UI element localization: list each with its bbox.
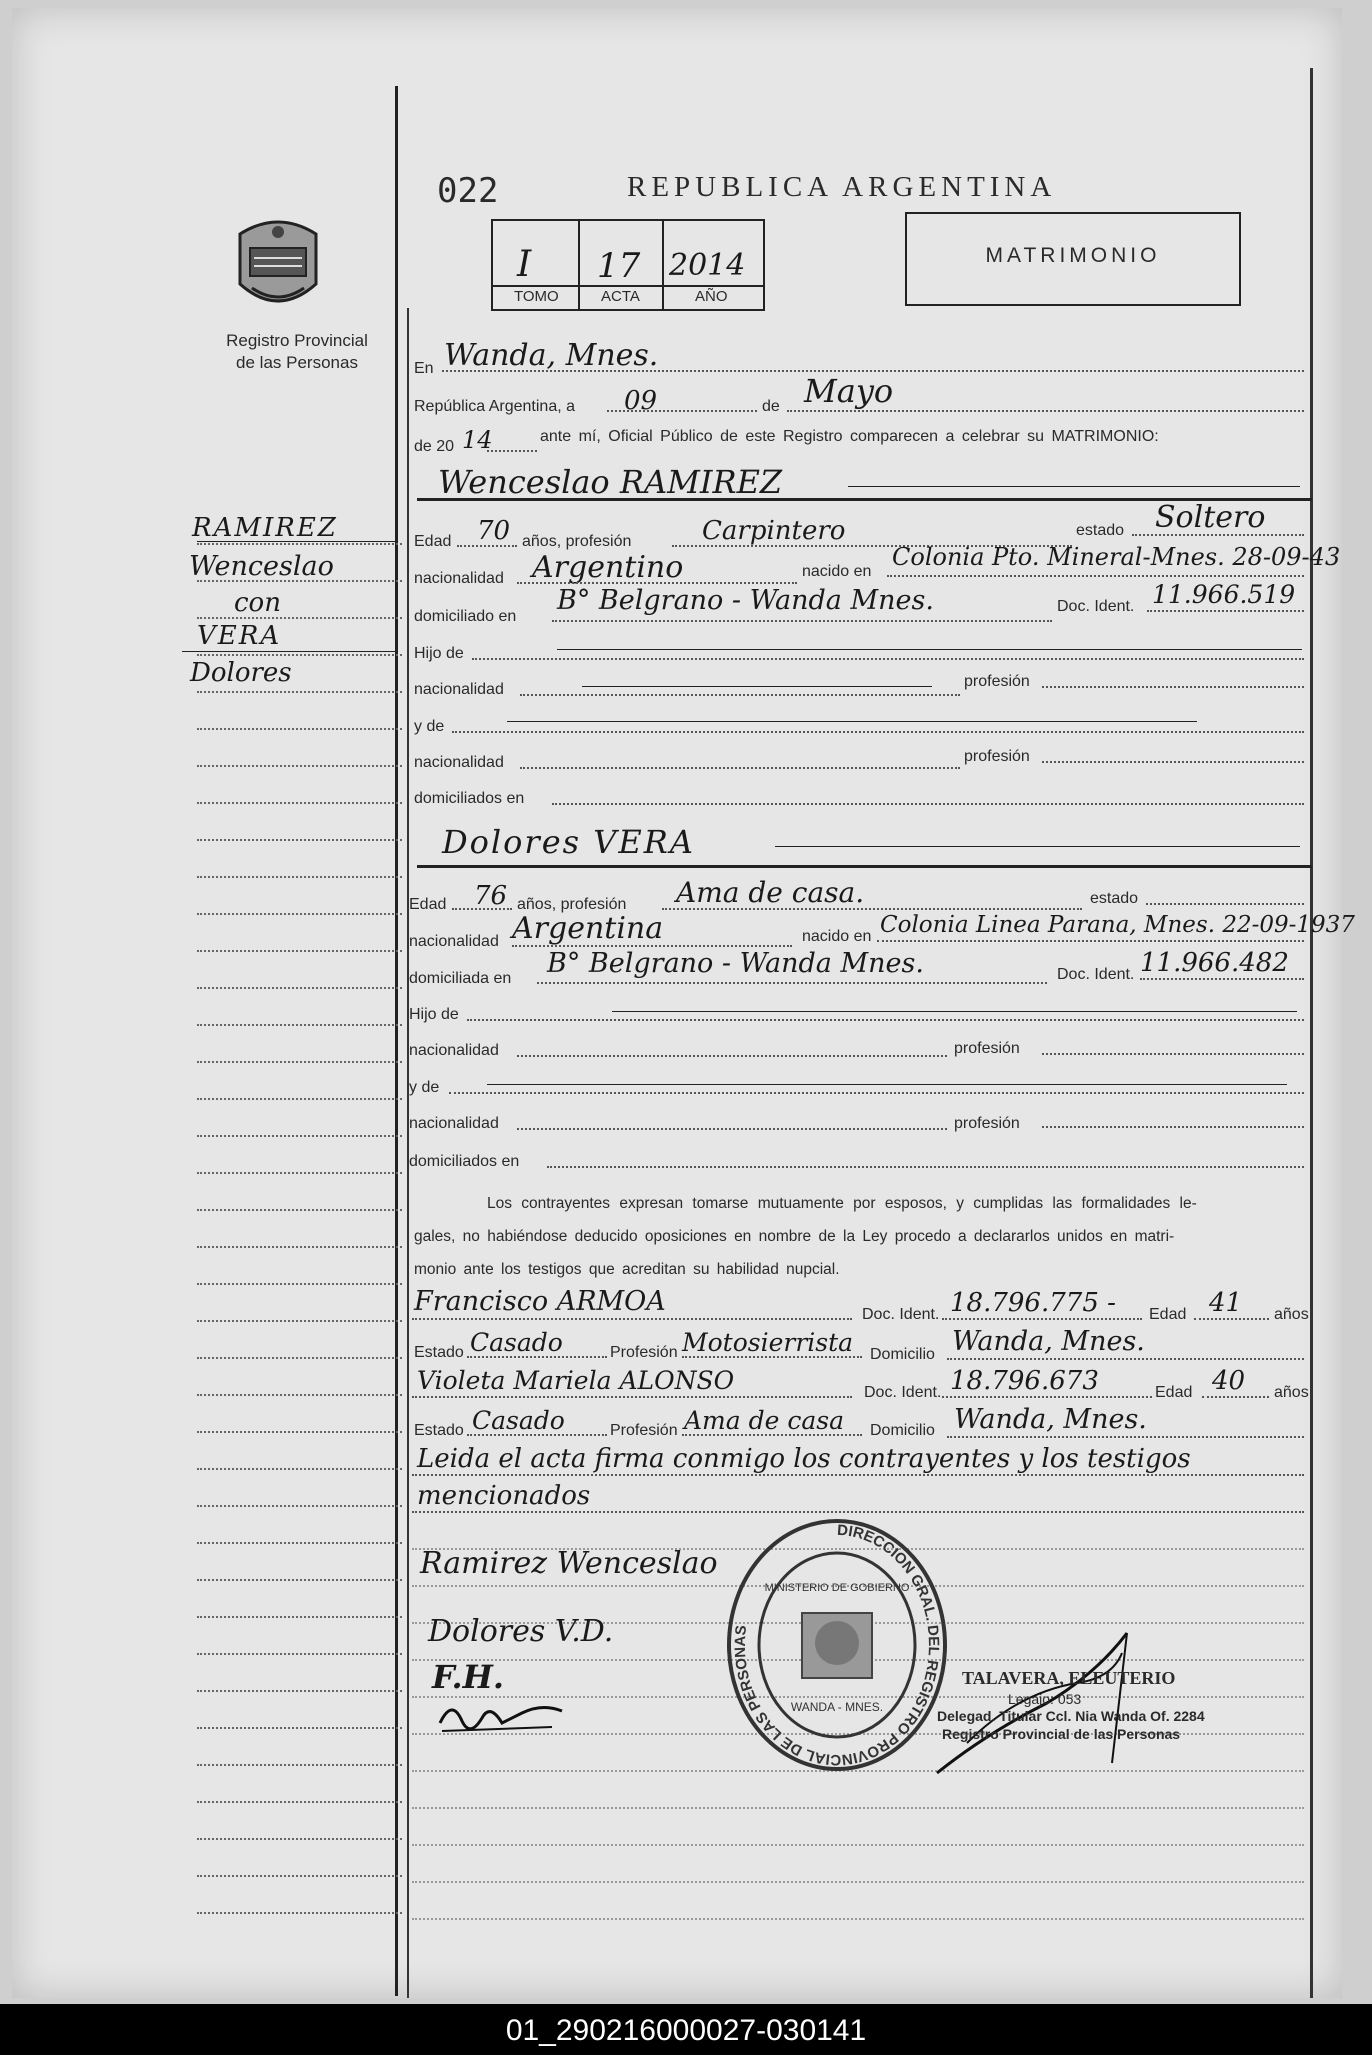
margin-ruled-line xyxy=(197,1838,402,1840)
footer-id: 01_290216000027-030141 xyxy=(505,2014,867,2047)
bride-hijo-label: Hijo de xyxy=(409,1006,459,1023)
margin-ruled-line xyxy=(197,1764,402,1766)
box-divider-1 xyxy=(578,219,580,309)
closing-line1-rule xyxy=(412,1474,1304,1476)
witness1-doc: 18.796.775 - xyxy=(950,1288,1116,1318)
registry-line1: Registro Provincial xyxy=(226,331,368,350)
margin-ruled-line xyxy=(197,1801,402,1803)
groom-nac2-line xyxy=(520,694,960,696)
margin-ruled-line xyxy=(197,1394,402,1396)
margin-ruled-line xyxy=(197,1024,402,1026)
margin-ruled-line xyxy=(197,1875,402,1877)
bride-prof-line xyxy=(1042,1053,1304,1055)
ano-label: AÑO xyxy=(695,288,728,305)
bride-yde-label: y de xyxy=(409,1079,440,1096)
witness2-doc-line xyxy=(942,1396,1152,1398)
declaration-line3: monio ante los testigos que acreditan su habilidad nupcial. xyxy=(414,1261,840,1278)
bride-age-line xyxy=(452,908,512,910)
groom-doms-line xyxy=(552,803,1304,805)
groom-domicile: B° Belgrano - Wanda Mnes. xyxy=(557,585,934,616)
groom-prof-label: profesión xyxy=(964,673,1030,690)
witness1-dom-line xyxy=(947,1358,1304,1360)
bride-anos-label: años, profesión xyxy=(517,896,627,913)
groom-age: 70 xyxy=(477,516,511,546)
witness2-estado-line xyxy=(467,1434,607,1436)
margin-line-1: RAMIREZ xyxy=(192,513,338,543)
bride-hijo-dash xyxy=(612,1011,1297,1012)
bride-dom-label: domiciliada en xyxy=(409,970,512,987)
margin-ruled-line xyxy=(197,1690,402,1692)
bride-doms-line xyxy=(547,1166,1304,1168)
province-seal-icon xyxy=(230,214,326,318)
margin-ruled-line xyxy=(197,1098,402,1100)
witness1-dom-label: Domicilio xyxy=(870,1346,935,1363)
bride-birth-line xyxy=(877,940,1304,942)
margin-ruled-line xyxy=(197,1283,402,1285)
tomo-value: I xyxy=(517,244,532,285)
groom-profession: Carpintero xyxy=(702,516,846,546)
witness1-prof-label: Profesión xyxy=(610,1344,678,1361)
bride-nac2-line xyxy=(517,1055,947,1057)
margin-line-4: VERA xyxy=(197,621,282,651)
doc-type: MATRIMONIO xyxy=(985,244,1161,267)
bride-domicile: B° Belgrano - Wanda Mnes. xyxy=(547,948,924,979)
place-value: Wanda, Mnes. xyxy=(444,338,659,373)
bride-estado-label: estado xyxy=(1090,890,1139,907)
bride-prof-label: profesión xyxy=(954,1040,1020,1057)
witness1-domicile: Wanda, Mnes. xyxy=(952,1326,1145,1357)
bride-doc-label: Doc. Ident. xyxy=(1057,966,1135,983)
official-title: Delegad. Titular Ccl. Nia Wanda Of. 2284 xyxy=(937,1708,1205,1724)
witness2-doc-label: Doc. Ident. xyxy=(864,1384,942,1401)
bride-name: Dolores VERA xyxy=(442,823,695,861)
month-value: Mayo xyxy=(804,372,894,410)
year-suffix: 14 xyxy=(462,426,493,454)
witness1-age: 41 xyxy=(1209,1288,1243,1318)
republica-label: República Argentina, a xyxy=(414,398,575,415)
groom-doc-line xyxy=(1147,610,1304,612)
bride-hijo-line xyxy=(467,1019,1304,1021)
witness1-estado-label: Estado xyxy=(414,1344,464,1361)
bride-edad-label: Edad xyxy=(409,896,447,913)
bride-prof2-label: profesión xyxy=(954,1115,1020,1132)
margin-ruled-line xyxy=(197,802,402,804)
box-divider-2 xyxy=(662,219,664,309)
witness1-doc-line xyxy=(942,1318,1142,1320)
bride-profession: Ama de casa. xyxy=(676,876,865,909)
witness1-profession: Motosierrista xyxy=(682,1328,854,1357)
margin-ruled-line xyxy=(197,1246,402,1248)
witness2-profession: Ama de casa xyxy=(684,1406,844,1435)
margin-ruled-line xyxy=(197,1061,402,1063)
witness2-prof-label: Profesión xyxy=(610,1422,678,1439)
witness1-anos-label: años xyxy=(1274,1306,1309,1323)
groom-doc-label: Doc. Ident. xyxy=(1057,598,1135,615)
groom-yde-label: y de xyxy=(414,718,445,735)
margin-ruled-line xyxy=(197,580,402,582)
bride-nacido-label: nacido en xyxy=(802,928,872,945)
bride-doms-label: domiciliados en xyxy=(409,1153,520,1170)
bride-nationality: Argentina xyxy=(512,911,664,946)
bride-nationality-line xyxy=(512,945,792,947)
groom-nac2-label: nacionalidad xyxy=(414,681,504,698)
groom-birth: Colonia Pto. Mineral-Mnes. 28-09-43 xyxy=(892,543,1341,571)
witness1-prof-line xyxy=(682,1356,862,1358)
margin-ruled-line xyxy=(197,1320,402,1322)
official-stamp-icon xyxy=(722,1513,952,1773)
witness1-name-line xyxy=(412,1318,852,1320)
official-office: Registro Provincial de las Personas xyxy=(942,1726,1181,1742)
stamp-ring-text: DIRECCION GRAL. DEL REGISTRO PROVINCIAL DE LAS PERSONAS xyxy=(731,1521,943,1769)
groom-nacido-label: nacido en xyxy=(802,563,872,580)
groom-dom-label: domiciliado en xyxy=(414,608,517,625)
groom-yde-line xyxy=(452,731,1304,733)
margin-ruled-line xyxy=(197,765,402,767)
groom-nac3-line xyxy=(520,767,960,769)
bride-doc-line xyxy=(1140,978,1304,980)
margin-ruled-line xyxy=(197,1357,402,1359)
groom-hijo-label: Hijo de xyxy=(414,645,464,662)
month-line xyxy=(787,410,1304,412)
year-line xyxy=(487,450,537,452)
bride-estado-line xyxy=(1146,903,1304,905)
bride-birth: Colonia Linea Parana, Mnes. 22-09-1937 xyxy=(880,912,1355,938)
witness2-dom-label: Domicilio xyxy=(870,1422,935,1439)
registry-line2: de las Personas xyxy=(236,353,358,372)
year-prefix: de 20 xyxy=(414,438,455,455)
signature-witness1: F.H. xyxy=(432,1658,505,1696)
bride-profession-line xyxy=(662,908,1082,910)
groom-hijo-dash xyxy=(557,649,1302,650)
groom-nationality-line xyxy=(517,582,797,584)
witness2-age-line xyxy=(1202,1396,1269,1398)
groom-edad-label: Edad xyxy=(414,533,452,550)
en-label: En xyxy=(414,360,434,377)
bride-nac2-label: nacionalidad xyxy=(409,1042,499,1059)
groom-prof2-label: profesión xyxy=(964,748,1030,765)
groom-nac3-label: nacionalidad xyxy=(414,754,504,771)
margin-ruled-line xyxy=(197,913,402,915)
signature-witness2-mark xyxy=(432,1693,572,1743)
bride-yde-dash xyxy=(487,1084,1287,1085)
groom-hijo-line xyxy=(472,658,1304,660)
blank-ruled-line xyxy=(412,1918,1304,1920)
margin-line-5: Dolores xyxy=(190,658,292,688)
margin-ruled-line xyxy=(197,1653,402,1655)
de-label: de xyxy=(762,398,780,415)
witness2-prof-line xyxy=(682,1434,862,1436)
intro-statement: ante mí, Oficial Público de este Registro comparecen a celebrar su MATRIMONIO: xyxy=(540,428,1159,445)
witness2-domicile: Wanda, Mnes. xyxy=(954,1404,1147,1435)
official-name: TALAVERA, ELEUTERIO xyxy=(962,1668,1176,1688)
bride-domicile-line xyxy=(537,982,1047,984)
margin-ruled-line xyxy=(197,1616,402,1618)
margin-ruled-line xyxy=(197,1431,402,1433)
margin-ruled-line xyxy=(197,1172,402,1174)
blank-ruled-line xyxy=(412,1807,1304,1809)
official-legajo: Legajo: 053 xyxy=(1008,1691,1082,1707)
margin-underline-2 xyxy=(182,651,397,652)
witness1-age-line xyxy=(1194,1318,1269,1320)
witness1-doc-label: Doc. Ident. xyxy=(862,1306,940,1323)
margin-line-3: con xyxy=(234,588,281,618)
groom-name: Wenceslao RAMIREZ xyxy=(438,463,783,501)
margin-ruled-line xyxy=(197,987,402,989)
groom-nationality: Argentino xyxy=(532,550,684,585)
country-title: REPUBLICA ARGENTINA xyxy=(627,171,1057,203)
bride-divider xyxy=(417,865,1312,868)
witness2-doc: 18.796.673 xyxy=(950,1366,1099,1396)
closing-line2: mencionados xyxy=(417,1481,591,1511)
witness2-name-line xyxy=(412,1396,852,1398)
declaration-line2: gales, no habiéndose deducido oposiciones en nombre de la Ley procedo a declararlos unidos en matri- xyxy=(414,1228,1175,1245)
groom-estado-line xyxy=(1132,534,1304,536)
margin-ruled-line xyxy=(197,543,402,545)
blank-ruled-line xyxy=(412,1881,1304,1883)
groom-nac-label: nacionalidad xyxy=(414,570,504,587)
margin-ruled-line xyxy=(197,1579,402,1581)
margin-ruled-line xyxy=(197,1135,402,1137)
bride-prof2-line xyxy=(1042,1126,1304,1128)
margin-ruled-line xyxy=(197,1505,402,1507)
folio-number: 022 xyxy=(437,171,499,211)
groom-doms-label: domiciliados en xyxy=(414,790,525,807)
tomo-label: TOMO xyxy=(514,288,559,305)
day-value: 09 xyxy=(624,386,658,416)
document-sheet xyxy=(12,8,1355,1998)
right-rule xyxy=(1310,68,1313,1998)
witness1-name: Francisco ARMOA xyxy=(414,1286,666,1317)
witness2-anos-label: años xyxy=(1274,1384,1309,1401)
footer-bar xyxy=(0,2004,1372,2055)
ano-value: 2014 xyxy=(669,248,746,283)
margin-ruled-line xyxy=(197,691,402,693)
groom-estado-label: estado xyxy=(1076,522,1125,539)
groom-nac2-dash xyxy=(582,686,932,687)
witness2-dom-line xyxy=(947,1436,1304,1438)
groom-doc: 11.966.519 xyxy=(1152,580,1296,609)
witness2-name: Violeta Mariela ALONSO xyxy=(417,1366,735,1395)
margin-ruled-line xyxy=(197,1727,402,1729)
margin-ruled-line xyxy=(197,950,402,952)
day-line xyxy=(607,410,757,412)
bride-nac3-label: nacionalidad xyxy=(409,1115,499,1132)
groom-age-line xyxy=(457,545,517,547)
witness2-age: 40 xyxy=(1212,1366,1246,1396)
margin-ruled-line xyxy=(197,654,402,656)
stamp-bottom-text: WANDA - MNES. xyxy=(790,1700,884,1714)
margin-underline-1 xyxy=(197,541,397,542)
declaration-line1: Los contrayentes expresan tomarse mutuamente por esposos, y cumplidas las formalidades le- xyxy=(487,1195,1197,1212)
stamp-inner-text: MINISTERIO DE GOBIERNO xyxy=(764,1582,910,1594)
margin-ruled-line xyxy=(197,1912,402,1914)
bride-yde-line xyxy=(449,1092,1304,1094)
witness2-estado-label: Estado xyxy=(414,1422,464,1439)
margin-ruled-line xyxy=(197,839,402,841)
witness1-estado: Casado xyxy=(470,1328,563,1357)
acta-value: 17 xyxy=(597,246,641,286)
groom-domicile-line xyxy=(552,620,1052,622)
acta-label: ACTA xyxy=(601,288,640,305)
signature-groom: Ramirez Wenceslao xyxy=(420,1546,718,1581)
groom-anos-label: años, profesión xyxy=(522,533,632,550)
groom-name-line xyxy=(848,486,1300,487)
witness2-estado: Casado xyxy=(472,1406,565,1435)
bride-name-line xyxy=(775,846,1300,847)
margin-ruled-line xyxy=(197,1209,402,1211)
witness1-estado-line xyxy=(467,1356,607,1358)
bride-nac3-line xyxy=(517,1128,947,1130)
groom-prof-line xyxy=(1042,686,1304,688)
witness1-edad-label: Edad xyxy=(1149,1306,1187,1323)
bride-nac-label: nacionalidad xyxy=(409,933,499,950)
bride-doc: 11.966.482 xyxy=(1140,948,1289,978)
margin-ruled-line xyxy=(197,1542,402,1544)
margin-rule xyxy=(395,86,398,1996)
groom-birth-line xyxy=(887,575,1304,577)
closing-line1: Leida el acta firma conmigo los contrayentes y los testigos xyxy=(417,1444,1191,1474)
margin-line-2: Wenceslao xyxy=(189,551,334,582)
signature-bride: Dolores V.D. xyxy=(428,1614,614,1649)
margin-ruled-line xyxy=(197,728,402,730)
margin-ruled-line xyxy=(197,1468,402,1470)
groom-estado: Soltero xyxy=(1155,500,1266,535)
margin-ruled-line xyxy=(197,876,402,878)
witness2-edad-label: Edad xyxy=(1155,1384,1193,1401)
groom-prof2-line xyxy=(1042,761,1304,763)
groom-yde-dash xyxy=(507,721,1197,722)
blank-ruled-line xyxy=(412,1844,1304,1846)
bride-age: 76 xyxy=(474,881,508,911)
margin-ruled-line xyxy=(197,617,402,619)
